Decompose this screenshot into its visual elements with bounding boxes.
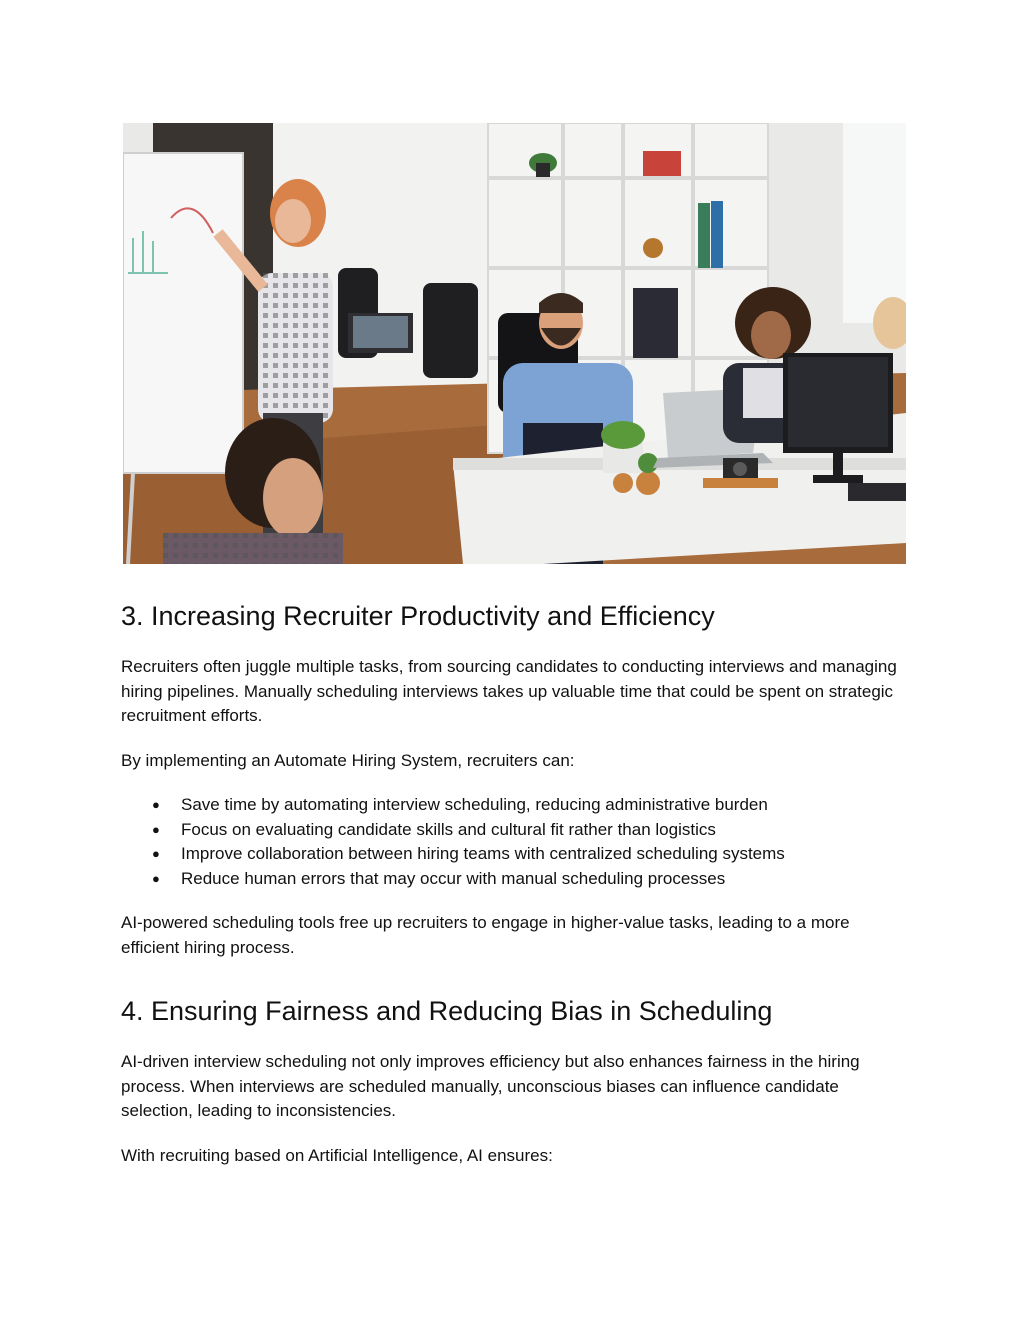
section-4-heading: 4. Ensuring Fairness and Reducing Bias in Scheduling	[121, 996, 773, 1026]
section-3-closing: AI-powered scheduling tools free up recruiters to engage in higher-value tasks, leading to a more efficient hiring process.	[121, 913, 850, 957]
section-3-bullet-list	[121, 793, 911, 891]
section-3-lead: By implementing an Automate Hiring System, recruiters can:	[121, 750, 575, 770]
bullet-icon: ●	[152, 821, 160, 837]
bullet-icon: ●	[152, 846, 160, 861]
list-item-text: Improve collaboration between hiring teams with centralized scheduling systems	[181, 844, 785, 863]
list-item	[121, 818, 911, 843]
list-item	[121, 842, 911, 867]
list-item-text: Reduce human errors that may occur with manual scheduling processes	[181, 868, 726, 888]
list-item-text: Save time by automating interview scheduling, reducing administrative burden	[181, 795, 768, 814]
section-3-intro: Recruiters often juggle multiple tasks, from sourcing candidates to conducting interviews and managing hiring pipelines. Manually scheduling interviews takes up valuable time that could be spent on strategic recruitment efforts.	[121, 657, 897, 725]
bullet-icon: ●	[152, 797, 160, 812]
section-4-lead: With recruiting based on Artificial Intelligence, AI ensures:	[121, 1145, 553, 1165]
list-item-text: Focus on evaluating candidate skills and cultural fit rather than logistics	[181, 819, 716, 839]
section-3-heading: 3. Increasing Recruiter Productivity and Efficiency	[121, 601, 715, 631]
article-body	[121, 596, 911, 1168]
list-item	[121, 793, 911, 818]
office-meeting-photo	[123, 123, 906, 564]
bullet-icon: ●	[152, 870, 160, 886]
list-item	[121, 867, 911, 892]
section-4-intro: AI-driven interview scheduling not only improves efficiency but also enhances fairness in the hiring process. When interviews are scheduled manually, unconscious biases can influence candidate selection, leading to inconsistencies.	[121, 1052, 860, 1120]
